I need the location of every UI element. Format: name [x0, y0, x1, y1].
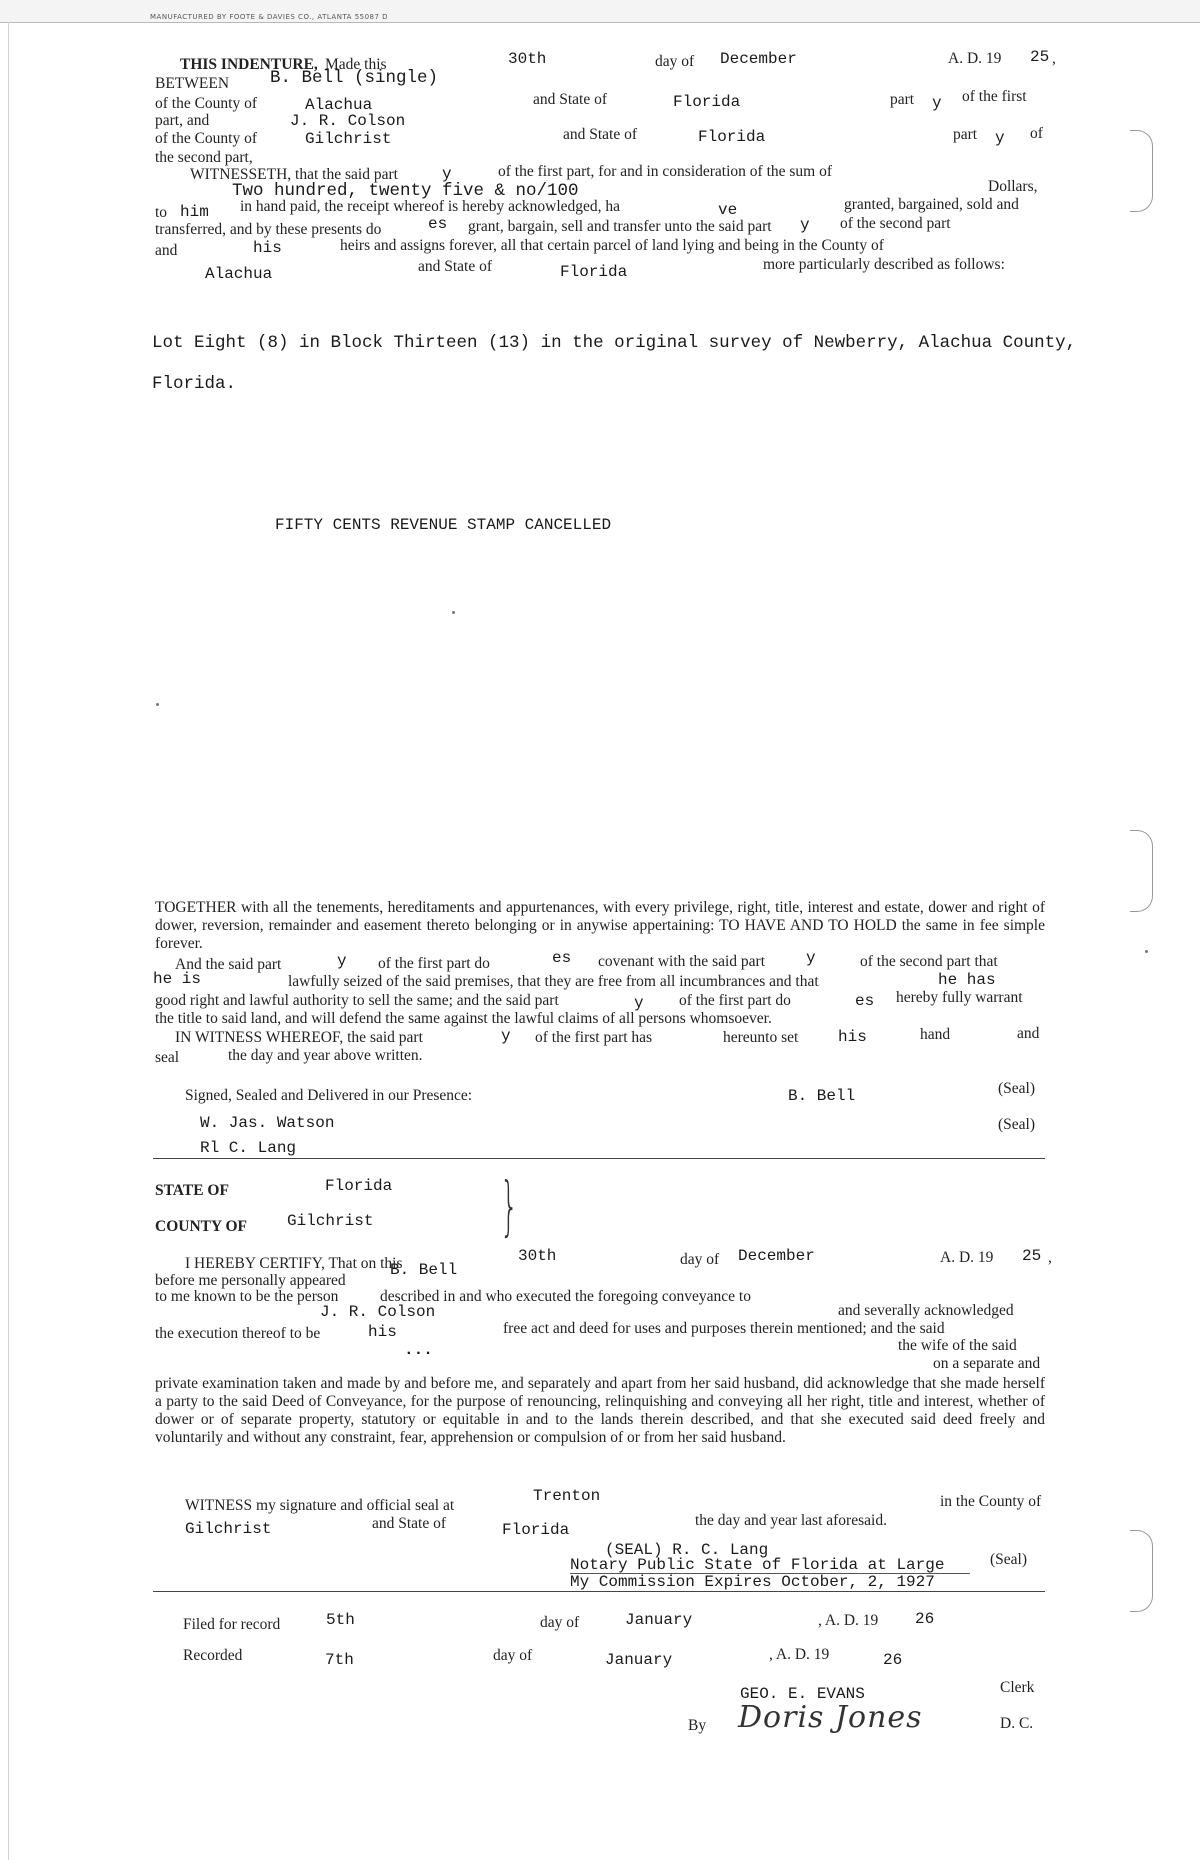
ack-county-value: Gilchrist	[287, 1212, 374, 1230]
witnesseth-text: WITNESSETH, that the said part	[190, 166, 398, 183]
binder-hole-top	[1130, 130, 1153, 212]
of-county-label-1: of the County of	[155, 95, 258, 112]
ack-ad-19-label: A. D. 19	[940, 1249, 994, 1266]
ack-state-value: Florida	[325, 1177, 393, 1195]
notary-seal-name: (SEAL) R. C. Lang	[605, 1541, 769, 1559]
consideration-sum: Two hundred, twenty five & no/100	[232, 181, 579, 201]
recorded-ad-19-label: , A. D. 19	[769, 1646, 830, 1663]
grant-suffix: y	[800, 216, 810, 234]
grantee-name: J. R. Colson	[290, 112, 406, 130]
notary-title: Notary Public State of Florida at Large	[570, 1556, 945, 1574]
good-right-text-c: hereby fully warrant	[896, 989, 1023, 1006]
state-county-brace: }	[500, 1170, 519, 1244]
recorded-day-value: 7th	[325, 1651, 354, 1669]
party-second-label: part	[953, 126, 978, 143]
free-act-whose: his	[368, 1323, 397, 1341]
he-has-value: he has	[938, 971, 996, 989]
deed-year-value: 25	[1030, 48, 1050, 66]
deed-day-value: 30th	[508, 50, 547, 68]
second-part-text: of the second part	[840, 215, 951, 232]
and-state-label-3: and State of	[418, 258, 493, 275]
party-second-suffix: y	[995, 129, 1005, 147]
execution-text: the execution thereof to be	[155, 1325, 321, 1342]
heirs-whose: his	[253, 239, 282, 257]
property-description-line-1: Lot Eight (8) in Block Thirteen (13) in the original survey of Newberry, Alachua County,	[152, 333, 1077, 353]
consideration-text: of the first part, for and in consideration of the sum of	[498, 163, 833, 180]
land-state: Florida	[560, 263, 628, 281]
seized-text: lawfully seized of the said premises, that they are free from all incumbrances and that	[288, 973, 819, 990]
ack-month-value: December	[738, 1247, 815, 1265]
manufacturer-note: MANUFACTURED BY FOOTE & DAVIES CO., ATLANTA 55087 D	[150, 13, 389, 21]
witness-state-value: Florida	[502, 1521, 570, 1539]
day-year-text: the day and year above written.	[228, 1047, 423, 1064]
witness-county-value: Gilchrist	[185, 1520, 272, 1538]
day-year-last-text: the day and year last aforesaid.	[695, 1512, 887, 1529]
recorded-month-value: January	[605, 1651, 673, 1669]
between-label: BETWEEN	[155, 75, 230, 92]
paper-speck	[452, 611, 455, 614]
dc-label: D. C.	[1000, 1715, 1034, 1732]
ad-19-label: A. D. 19	[948, 50, 1002, 67]
appeared-name: B. Bell	[390, 1261, 458, 1279]
witness-2-name: Rl C. Lang	[200, 1139, 297, 1157]
do-suffix: es	[428, 215, 448, 233]
and-state-label-2: and State of	[563, 126, 638, 143]
party-first-suffix: y	[932, 94, 942, 112]
filed-month-value: January	[625, 1611, 693, 1629]
filed-year-value: 26	[915, 1610, 935, 1628]
grantee-county: Gilchrist	[305, 130, 392, 148]
to-whom-value: him	[180, 203, 209, 221]
recorded-year-value: 26	[883, 1651, 903, 1669]
to-label: to	[155, 204, 168, 221]
grantor-state: Florida	[673, 93, 741, 111]
paper-speck	[1145, 950, 1148, 953]
property-description-line-2: Florida.	[152, 374, 237, 394]
notary-commission: My Commission Expires October, 2, 1927	[570, 1573, 935, 1591]
paper-speck	[156, 703, 159, 706]
of-label: of	[1030, 125, 1043, 142]
conveyance-to-name: J. R. Colson	[320, 1303, 436, 1321]
clerk-name: GEO. E. EVANS	[740, 1685, 865, 1703]
and-state-label-1: and State of	[533, 91, 608, 108]
covenant-text-d: of the second part that	[860, 953, 998, 970]
party-first-label: part	[890, 91, 915, 108]
separate-text: on a separate and	[933, 1355, 1041, 1372]
second-seal-label: (Seal)	[998, 1116, 1036, 1133]
good-right-suffix: y	[634, 994, 644, 1012]
title-defense-text: the title to said land, and will defend the same against the lawful claims of all persons whomsoever.	[155, 1010, 772, 1027]
filed-day-of-label: day of	[540, 1614, 580, 1631]
ack-year-value: 25	[1022, 1247, 1042, 1265]
grantee-state: Florida	[698, 128, 766, 146]
this-indenture-heading: THIS INDENTURE,	[180, 56, 318, 73]
and-label: and	[155, 242, 178, 259]
grantor-signature: B. Bell	[788, 1087, 856, 1105]
filed-ad-19-label: , A. D. 19	[818, 1612, 879, 1629]
notary-seal-label: (Seal)	[990, 1551, 1028, 1568]
together-clause: TOGETHER with all the tenements, hereditaments and appurtenances, with every privilege, right, title, interest and estate, dower and right of dower, reversion, remainder and easement thereto belonging or in anywise appertaining: TO HAVE AND TO HOLD the same in fee simple forever.	[155, 899, 1045, 952]
witnesseth-suffix: y	[442, 165, 452, 183]
witness-place-value: Trenton	[533, 1487, 601, 1505]
deputy-clerk-signature: Doris Jones	[738, 1700, 923, 1735]
acknowledgment-divider	[153, 1591, 1045, 1592]
ack-day-of-label: day of	[680, 1251, 720, 1268]
signature-divider	[153, 1158, 1045, 1159]
certify-text: I HEREBY CERTIFY, That on this	[185, 1255, 403, 1272]
of-the-first-label: of the first	[962, 88, 1027, 105]
hand-label: hand	[920, 1026, 951, 1043]
receipt-text: in hand paid, the receipt whereof is hereby acknowledged, ha	[240, 198, 621, 215]
described-text: described in and who executed the foregoing conveyance to	[380, 1288, 751, 1305]
clerk-label: Clerk	[1000, 1679, 1035, 1696]
by-label: By	[688, 1717, 707, 1734]
covenant-suffix-1: y	[337, 952, 347, 970]
wife-text: the wife of the said	[898, 1337, 1017, 1354]
seal-label: seal	[155, 1049, 180, 1066]
free-act-text: free act and deed for uses and purposes therein mentioned; and the said	[503, 1320, 945, 1337]
binder-hole-bottom	[1130, 1530, 1153, 1612]
land-county: Alachua	[205, 265, 273, 283]
good-right-text-b: of the first part do	[679, 992, 791, 1009]
grantor-county: Alachua	[305, 96, 373, 114]
witness-1-name: W. Jas. Watson	[200, 1114, 335, 1132]
covenant-suffix-2: es	[552, 949, 572, 967]
binder-hole-middle	[1130, 830, 1153, 912]
county-of-label: COUNTY OF	[155, 1218, 247, 1235]
appeared-text: before me personally appeared	[155, 1272, 346, 1289]
of-county-label-2: of the County of	[155, 130, 258, 147]
recorded-day-of-label: day of	[493, 1647, 533, 1664]
good-right-text-a: good right and lawful authority to sell the same; and the said part	[155, 992, 559, 1009]
state-of-label: STATE OF	[155, 1182, 229, 1199]
covenant-text-a: And the said part	[175, 956, 282, 973]
known-text: to me known to be the person	[155, 1288, 339, 1305]
grant-text: grant, bargain, sell and transfer unto the said part	[468, 218, 772, 235]
ack-day-value: 30th	[518, 1247, 557, 1265]
recorded-label: Recorded	[183, 1647, 243, 1664]
signed-sealed-label: Signed, Sealed and Delivered in our Presence:	[185, 1087, 473, 1104]
notary-underline-1	[570, 1573, 970, 1574]
ellipsis-mark: ...	[404, 1341, 433, 1359]
transferred-text: transferred, and by these presents do	[155, 221, 382, 238]
dollars-label: Dollars,	[988, 178, 1038, 195]
in-witness-whose: his	[838, 1028, 867, 1046]
covenant-text-b: of the first part do	[378, 955, 490, 972]
in-witness-text-a: IN WITNESS WHEREOF, the said part	[175, 1029, 423, 1046]
deed-month-value: December	[720, 50, 797, 68]
and-state-of-label: and State of	[372, 1515, 447, 1532]
heirs-text: heirs and assigns forever, all that certain parcel of land lying and being in the County of	[340, 237, 884, 254]
covenant-suffix-3: y	[806, 949, 816, 967]
revenue-stamp-note: FIFTY CENTS REVENUE STAMP CANCELLED	[275, 516, 612, 534]
filed-day-value: 5th	[326, 1611, 355, 1629]
covenant-text-c: covenant with the said part	[598, 953, 766, 970]
ha-suffix: ve	[718, 201, 738, 219]
in-witness-text-b: of the first part has	[535, 1029, 653, 1046]
and-label-2: and	[1017, 1025, 1040, 1042]
more-particularly-text: more particularly described as follows:	[763, 256, 1005, 273]
hereunto-set-text: hereunto set	[723, 1029, 799, 1046]
made-this-label: Made this	[325, 56, 387, 73]
private-examination-text: private examination taken and made by and before me, and separately and apart from her said husband, did acknowledge that she made herself a party to the said Deed of Conveyance, for the purpose of renouncing, relinquishing and conveying all her right, title and interest, whether of dower or of separate property, statutory or equitable in and to the lands therein described, and that she executed said deed freely and voluntarily and without any constraint, fear, apprehension or compulsion of or from her said husband.	[155, 1375, 1045, 1446]
filed-for-record-label: Filed for record	[183, 1616, 281, 1633]
in-county-of-label: in the County of	[940, 1493, 1042, 1510]
page-margin-line	[8, 22, 9, 1860]
comma-mark: ,	[1048, 1249, 1052, 1266]
witness-signature-text: WITNESS my signature and official seal at	[185, 1497, 455, 1514]
granted-text: granted, bargained, sold and	[844, 196, 1019, 213]
grantor-name: B. Bell (single)	[270, 68, 439, 88]
good-right-suffix-2: es	[855, 992, 875, 1010]
header-strip	[0, 0, 1200, 23]
part-and-label: part, and	[155, 112, 210, 129]
comma-mark: ,	[1052, 50, 1056, 67]
severally-text: and severally acknowledged	[838, 1302, 1014, 1319]
day-of-label: day of	[655, 53, 695, 70]
in-witness-suffix: y	[501, 1027, 511, 1045]
second-part-label: the second part,	[155, 149, 253, 166]
grantor-seal-label: (Seal)	[998, 1080, 1036, 1097]
he-is-value: he is	[153, 970, 202, 988]
